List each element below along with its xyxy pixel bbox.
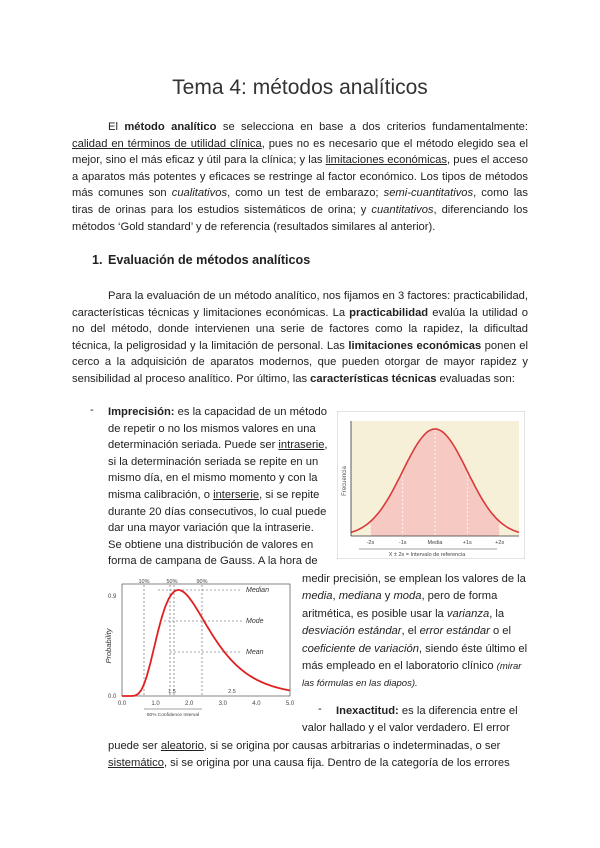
skew-inner-label: 2.5 <box>228 689 236 695</box>
skewed-figure <box>100 576 298 718</box>
section-heading: 1. Evaluación de métodos analíticos <box>92 253 311 267</box>
bullet-dash: - <box>90 404 94 416</box>
gaussian-tick: +2s <box>495 540 505 546</box>
section-paragraph: Para la evaluación de un método analítico, nos fijamos en 3 factores: practicabilidad, características técnicas y limitaciones económicas. La practicabilidad evalúa la utilidad o no del método, donde intervienen una serie de factores como la rapidez, la dificultad técnica, la peligrosidad y la limitación de personal. Las limitaciones económicas ponen el cerco a la adquisición de aparatos modernos, que pueden otorgar de mayor rapidez y sensibilidad al proceso analítico. Por último, las características técnicas evaluadas son: <box>72 290 528 385</box>
skew-annotation-mean: Mean <box>246 649 264 656</box>
skew-xtick: 0.0 <box>117 701 127 707</box>
bullet-dash: - <box>318 703 322 715</box>
skew-xtick: 2.0 <box>185 701 194 707</box>
gaussian-ylabel: Frecuencia <box>342 466 348 496</box>
gaussian-figure <box>337 411 525 559</box>
skew-top-label: 10% <box>138 579 150 585</box>
gaussian-caption: X ± 2s = Intervalo de referencia <box>388 552 466 558</box>
skew-ytick: 0.0 <box>108 694 117 700</box>
skew-inner-label: 1.5 <box>168 689 176 695</box>
gaussian-tick: -1s <box>398 540 407 546</box>
gaussian-tick: -2s <box>366 540 375 546</box>
page-title: Tema 4: métodos analíticos <box>172 76 428 99</box>
skew-xtick: 1.0 <box>151 701 160 707</box>
skew-top-label: 90% <box>196 579 208 585</box>
inexactitud-line2: valor hallado y el valor verdadero. El error <box>302 722 510 734</box>
skew-xtick: 3.0 <box>218 701 227 707</box>
intro-paragraph: El método analítico se selecciona en base a dos criterios fundamentalmente: calidad en términos de utilidad clínica, pues no es necesario que el método elegido sea el mejor, sino el más eficaz y útil para la clínica; y las limitaciones económicas, pues el acceso a aparatos más potentes y eficaces se restringe al factor económico. Los tipos de métodos más comunes son cualitativos, como un test de embarazo; semi-cuantitativos, como las tiras de orinas para los estudios sistemáticos de orina; y cuantitativos, diferenciando los métodos ‘Gold standard’ y de referencia (resultados similares al anterior). <box>72 121 529 233</box>
skew-xtick: 4.0 <box>252 701 261 707</box>
imprecision-text: Imprecisión: es la capacidad de un método de repetir o no los mismos valores en una determinación seriada. Puede ser intraserie, si la determinación seriada se repite en un mismo día, en el mismo momento y con la misma calibración, o interserie, si se repite durante 20 días consecutivos, lo cual puede dar una mayor variación que la intraserie. Se obtiene una distribución de valores en forma de campana de Gauss. A la hora de <box>108 406 328 568</box>
skew-xtick: 5.0 <box>285 701 295 707</box>
skew-ylabel: Probability <box>104 628 113 664</box>
skew-ytick: 0.9 <box>108 594 117 600</box>
inexactitud-text: Inexactitud: es la diferencia entre el <box>336 705 518 717</box>
skew-annotation-mode: Mode <box>246 618 264 625</box>
measure-text: medir precisión, se emplean los valores de la media, mediana y moda, pero de forma aritmética, es posible usar la varianza, la desviación estándar, el error estándar o el coeficiente de variación, siendo éste último el más empleado en el laboratorio clínico (mirar las fórmulas en las diapos). <box>302 573 528 690</box>
skew-top-label: 50% <box>166 579 178 585</box>
skew-bottom-label: 50% Confidence Interval <box>146 713 200 718</box>
skew-annotation-median: Median <box>246 587 269 594</box>
gaussian-tick: +1s <box>462 540 472 546</box>
inexactitud-rest: puede ser aleatorio, si se origina por causas arbitrarias o indeterminadas, o ser sistemático, si se origina por una causa fija. Dentro de la categoría de los errores <box>108 740 510 770</box>
gaussian-tick: Media <box>427 540 443 546</box>
